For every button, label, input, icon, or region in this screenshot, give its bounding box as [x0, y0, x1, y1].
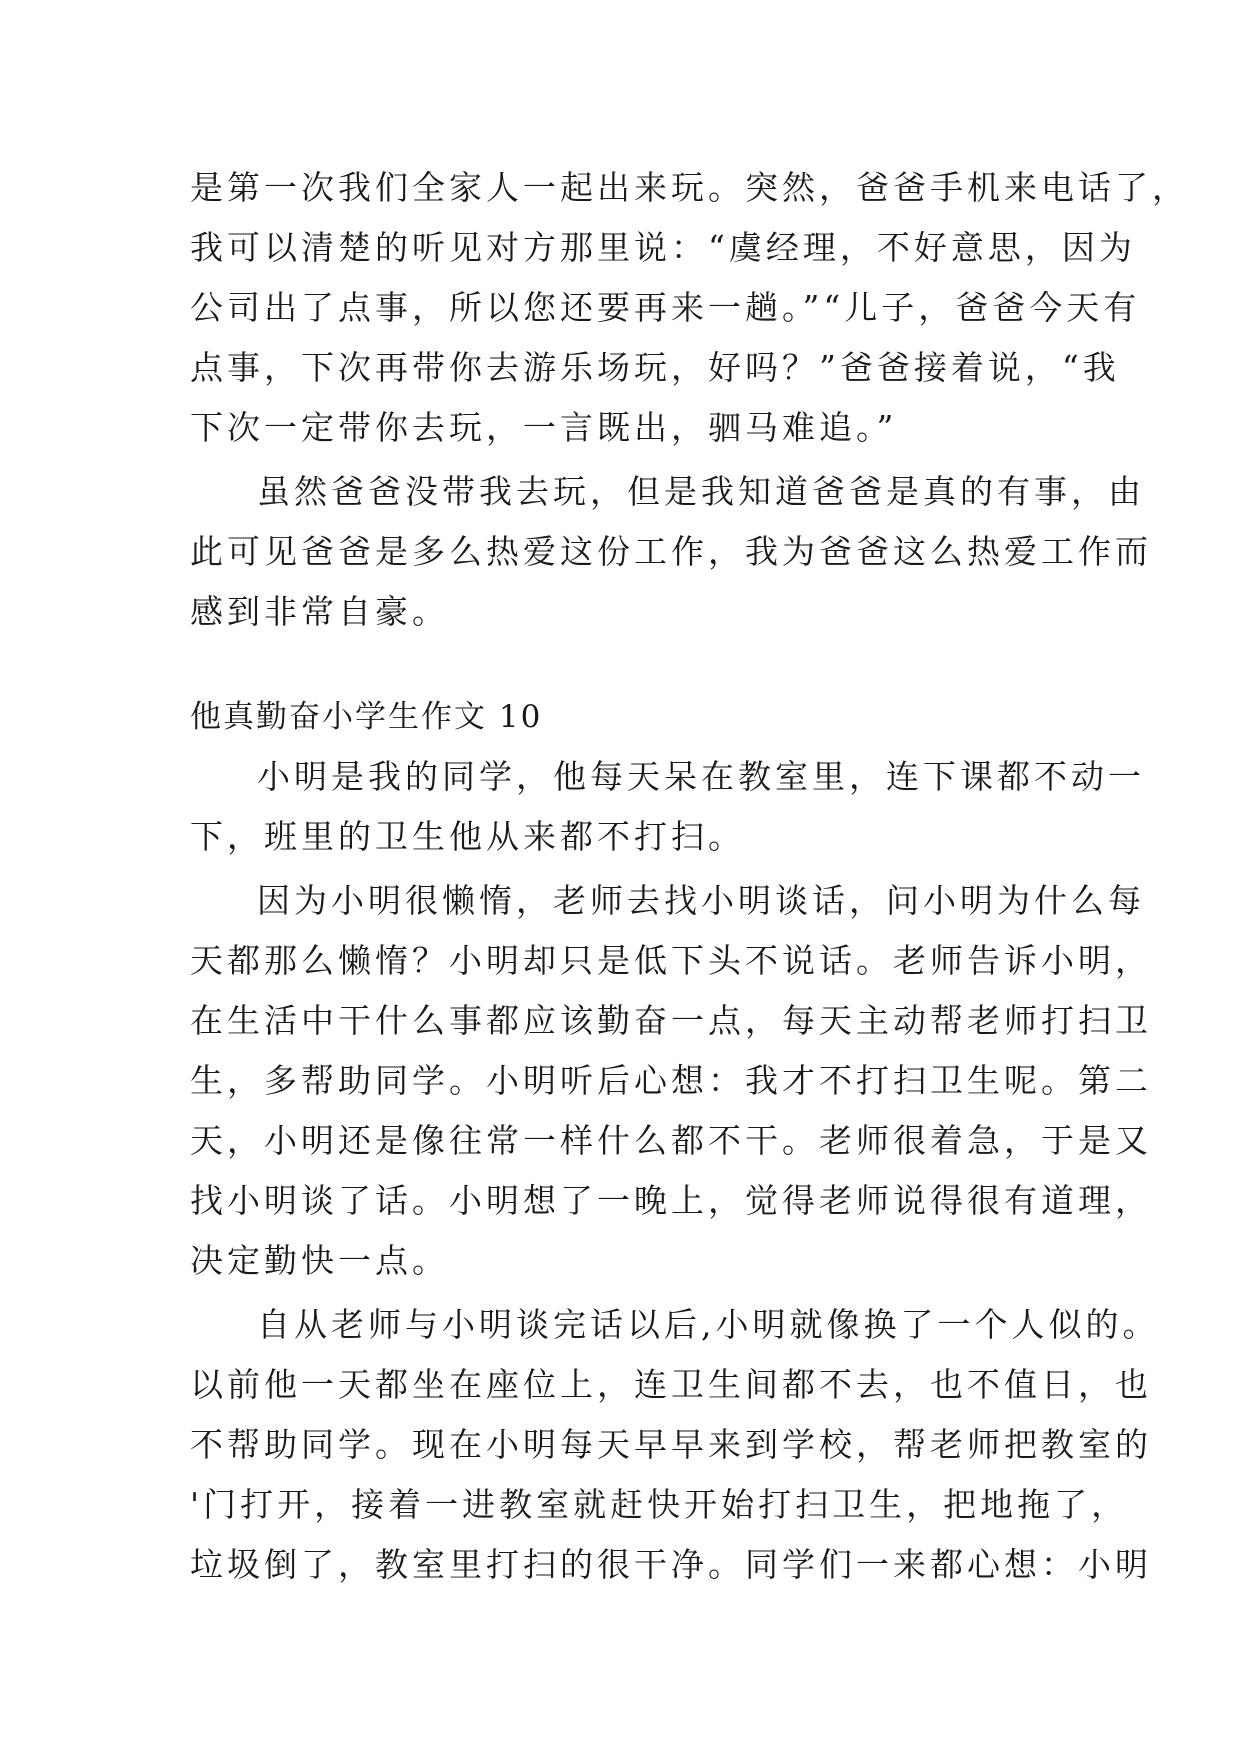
- text-line: 因为小明很懒惰，老师去找小明谈话，问小明为什么每: [257, 881, 1145, 920]
- text-line: 小明是我的同学，他每天呆在教室里，连下课都不动一: [257, 757, 1145, 796]
- text-line: 天，小明还是像往常一样什么都不干。老师很着急，于是又: [190, 1121, 1152, 1160]
- text-line: 垃圾倒了，教室里打扫的很干净。同学们一来都心想：小明: [190, 1545, 1152, 1584]
- text-line: 以前他一天都坐在座位上，连卫生间都不去，也不值日，也: [190, 1365, 1152, 1404]
- text-line: 我可以清楚的听见对方那里说：“虞经理，不好意思，因为: [190, 228, 1136, 267]
- text-line: 下，班里的卫生他从来都不打扫。: [190, 817, 745, 856]
- text-line: 天都那么懒惰？小明却只是低下头不说话。老师告诉小明，: [190, 941, 1152, 980]
- text-line: 决定勤快一点。: [190, 1241, 449, 1280]
- section-heading: 他真勤奋小学生作文 10: [190, 699, 543, 735]
- text-line: 找小明谈了话。小明想了一晚上，觉得老师说得很有道理，: [190, 1181, 1152, 1220]
- text-line: '门打开，接着一进教室就赶快开始打扫卫生，把地拖了，: [190, 1485, 1129, 1524]
- text-line: 是第一次我们全家人一起出来玩。突然，爸爸手机来电话了，: [190, 168, 1189, 207]
- text-line: 点事，下次再带你去游乐场玩，好吗？”爸爸接着说，“我: [190, 348, 1120, 387]
- text-line: 不帮助同学。现在小明每天早早来到学校，帮老师把教室的: [190, 1425, 1152, 1464]
- text-line: 虽然爸爸没带我去玩，但是我知道爸爸是真的有事，由: [257, 472, 1145, 511]
- text-line: 此可见爸爸是多么热爱这份工作，我为爸爸这么热爱工作而: [190, 532, 1152, 571]
- text-line: 公司出了点事，所以您还要再来一趟。”“儿子，爸爸今天有: [190, 288, 1141, 327]
- text-line: 下次一定带你去玩，一言既出，驷马难追。”: [190, 408, 898, 447]
- text-line: 自从老师与小明谈完话以后,小明就像换了一个人似的。: [257, 1305, 1160, 1344]
- text-line: 生，多帮助同学。小明听后心想：我才不打扫卫生呢。第二: [190, 1061, 1152, 1100]
- text-line: 在生活中干什么事都应该勤奋一点，每天主动帮老师打扫卫: [190, 1001, 1152, 1040]
- text-line: 感到非常自豪。: [190, 592, 449, 631]
